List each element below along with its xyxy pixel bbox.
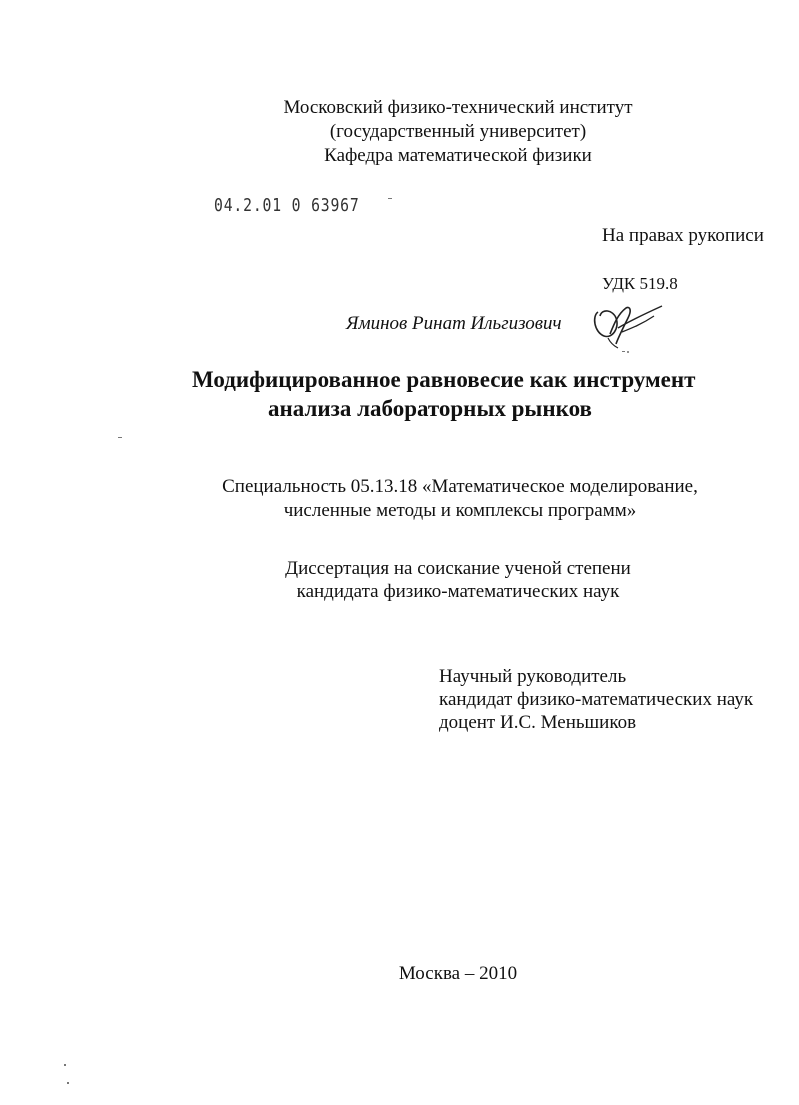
specialty-line-2: численные методы и комплексы программ» [283,500,637,521]
department-name: Кафедра математической физики [324,145,592,166]
rights-label: На правах рукописи [602,225,764,246]
author-name: Яминов Ринат Ильгизович [346,313,562,334]
handwritten-signature-icon [588,298,668,356]
scan-speck [118,437,122,438]
scan-speck [64,1064,66,1066]
scan-speck [622,351,625,352]
degree-line-1: Диссертация на соискание ученой степени [285,558,631,579]
specialty-line-1: Специальность 05.13.18 «Математическое моделирование, [222,476,698,497]
scan-speck [67,1082,69,1084]
supervisor-degree: кандидат физико-математических наук [439,689,754,710]
library-stamp-number: 04.2.01 0 63967 [214,195,360,216]
degree-line-2: кандидата физико-математических наук [296,581,620,602]
scan-speck [388,198,392,199]
supervisor-name: доцент И.С. Меньшиков [439,712,637,733]
dissertation-title-line-1: Модифицированное равновесие как инструмент [192,367,696,392]
supervisor-heading: Научный руководитель [439,666,627,687]
dissertation-title-line-2: анализа лабораторных рынков [268,396,592,421]
university-status: (государственный университет) [329,121,587,142]
city-year: Москва – 2010 [398,963,518,984]
udc-code: УДК 519.8 [602,274,678,293]
institute-name: Московский физико-технический институт [283,97,633,118]
